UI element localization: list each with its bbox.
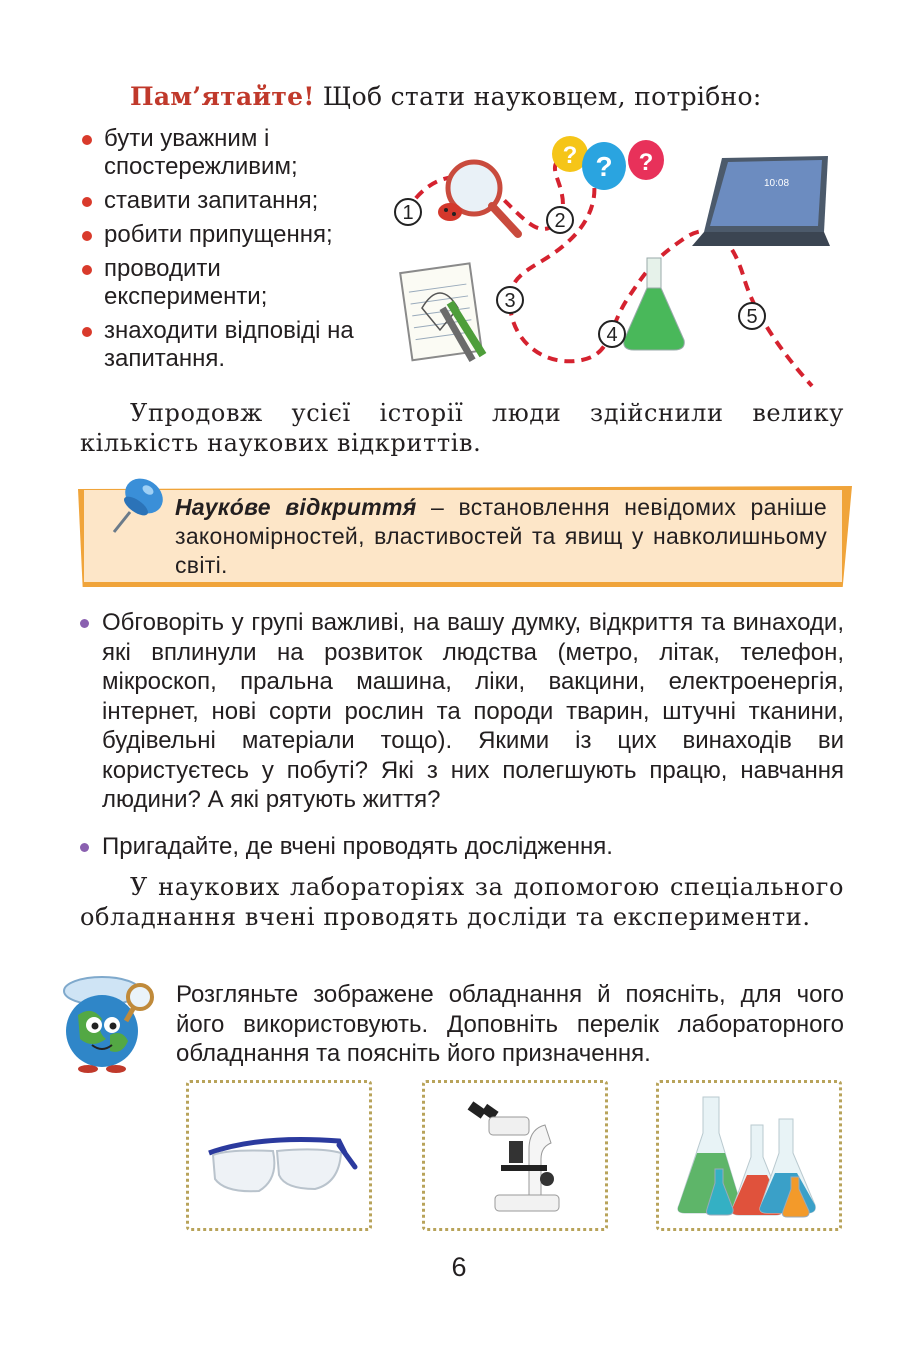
pushpin-icon: [100, 470, 170, 540]
microscope-icon: [425, 1083, 605, 1228]
bullet-dot: [82, 231, 92, 241]
lab-flasks-icon: [659, 1083, 839, 1228]
equipment-task-text: Розгляньте зображене обладнання й поясніть, для чого його використовують. Доповніть перелік лабораторного обладнання та поясніть його призначення.: [176, 981, 844, 1067]
list-item-text: проводити експерименти;: [104, 255, 268, 310]
tablet-icon: [692, 156, 830, 246]
list-item: [80, 221, 380, 249]
page-number: 6: [451, 1252, 467, 1282]
list-item: [80, 255, 380, 311]
flasks-frame: [656, 1080, 842, 1231]
labs-paragraph: У наукових лабораторіях за допомогою спеціального обладнання вчені проводять досліди та експерименти.: [80, 873, 844, 931]
scientific-method-illustration: [392, 128, 832, 390]
remember-heading: [130, 82, 762, 111]
goggles-frame: [186, 1080, 372, 1231]
svg-text:?: ?: [595, 151, 613, 182]
remember-accent: Пам’ятайте!: [130, 82, 315, 111]
definition-text: [175, 493, 827, 580]
list-item-text: робити припущення;: [104, 221, 333, 248]
definition-body: – встановлення невідомих раніше закономірностей, властивостей та явищ у навколишньому світі.: [175, 494, 827, 578]
remember-text: Щоб стати науковцем, потрібно:: [314, 82, 762, 111]
svg-text:?: ?: [562, 142, 578, 169]
green-flask-icon: [624, 258, 685, 350]
definition-term: Науко́ве відкриття́: [175, 494, 417, 520]
question-bubbles-icon: [552, 136, 664, 190]
bullet-dot: [82, 327, 92, 337]
step-number: 4: [606, 324, 618, 346]
list-item: [80, 187, 380, 215]
list-item-text: бути уважним і спостережливим;: [104, 125, 298, 180]
notepad-icon: [400, 263, 486, 362]
list-item: [80, 125, 380, 181]
step-number: 2: [554, 210, 566, 232]
bullet-dot: [80, 843, 89, 852]
list-item: [80, 317, 380, 373]
globe-mascot-icon: [56, 975, 160, 1075]
magnifier-icon: [438, 162, 518, 234]
step-number: 5: [746, 306, 758, 328]
definition-box: [78, 484, 852, 589]
recall-task-text: Пригадайте, де вчені проводять дослідження.: [102, 833, 613, 860]
safety-goggles-icon: [189, 1083, 369, 1228]
bullet-dot: [80, 619, 89, 628]
bullet-dot: [82, 197, 92, 207]
tablet-time: 10:08: [764, 178, 790, 189]
bullet-dot: [82, 135, 92, 145]
step-number: 1: [402, 202, 414, 224]
history-paragraph: Упродовж усієї історії люди здійснили велику кількість наукових відкриттів.: [80, 399, 844, 457]
bullet-dot: [82, 265, 92, 275]
scientist-qualities-list: [80, 125, 380, 379]
list-item-text: ставити запитання;: [104, 187, 319, 214]
step-number: 3: [504, 290, 516, 312]
discussion-task-text: Обговоріть у групі важливі, на вашу думку, відкриття та винаходи, які вплинули на розвиток людства (метро, літак, телефон, мікроскоп, пральна машина, ліки, вакцини, електроенергія, інтернет, нові сорти рослин та породи тварин, штучні тканини, будівельні матеріали тощо). Якими із цих винаходів ви користуєтесь у побуті? Які з них полегшують працю, навчання людини? А які рятують життя?: [102, 609, 844, 813]
recall-task: [80, 832, 844, 862]
svg-text:?: ?: [638, 149, 654, 176]
discussion-task: [80, 608, 844, 815]
list-item-text: знаходити відповіді на запитання.: [104, 317, 354, 372]
microscope-frame: [422, 1080, 608, 1231]
